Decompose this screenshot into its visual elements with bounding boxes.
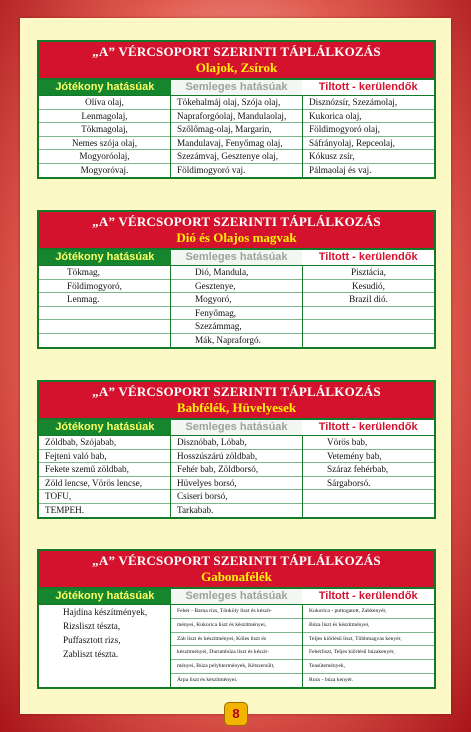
list-item: Csiseri borsó, <box>171 490 302 504</box>
empty-cell <box>303 320 434 334</box>
header-beneficial: Jótékony hatásúak <box>39 250 171 265</box>
section-dio <box>37 210 436 349</box>
column-neutral <box>171 605 303 687</box>
list-item: Teljes kiőrlésű liszt, Többmagvas kenyér, <box>303 633 434 647</box>
list-item: Zöldbab, Szójabab, <box>39 436 170 450</box>
empty-cell <box>39 320 170 334</box>
column-neutral <box>171 266 303 347</box>
list-item: Búza liszt és készítményei, <box>303 619 434 633</box>
section-title: „A” VÉRCSOPORT SZERINTI TÁPLÁLKOZÁS <box>92 214 381 229</box>
section-body <box>39 436 434 517</box>
list-item: Lenmagolaj, <box>39 110 170 124</box>
list-item: Száraz fehérbab, <box>303 463 434 477</box>
list-item: Brazil dió. <box>303 293 434 307</box>
section-body <box>39 266 434 347</box>
list-item: készítményei, Durumbúza liszt és készít- <box>171 646 302 660</box>
list-item: Szezámvaj, Gesztenye olaj, <box>171 150 302 164</box>
section-subtitle: Gabonafélék <box>201 569 272 584</box>
list-item: Rozs - búza kenyér. <box>309 676 354 683</box>
list-item: Mogyoróolaj, <box>39 150 170 164</box>
column-headers <box>39 80 434 96</box>
column-avoid <box>303 96 434 177</box>
list-item: Mogyoró, <box>171 293 302 307</box>
list-item: Zöld lencse, Vörös lencse, <box>39 477 170 491</box>
column-avoid <box>303 605 434 687</box>
column-neutral <box>171 96 303 177</box>
list-item: Sáfrányolaj, Repceolaj, <box>303 137 434 151</box>
list-item: Gesztenye, <box>171 280 302 294</box>
list-item: ményei, Búza pelyhtermények, Kétszersült, <box>171 660 302 674</box>
list-item: Zab liszt és készítményei, Köles liszt és <box>171 633 302 647</box>
list-item: Kesudió, <box>303 280 434 294</box>
list-item: Pálmaolaj és vaj. <box>309 164 372 175</box>
list-item: Zabliszt tészta. <box>63 649 119 659</box>
list-item: Dió, Mandula, <box>171 266 302 280</box>
list-item: Kukorica - puttogatott, Zabkenyér, <box>303 605 434 619</box>
section-subtitle: Babfélék, Hüvelyesek <box>176 400 297 415</box>
empty-cell <box>303 307 434 321</box>
column-beneficial <box>39 96 171 177</box>
list-item: TEMPEH. <box>45 504 85 515</box>
header-avoid: Tiltott - kerülendők <box>318 251 418 263</box>
list-item: Olíva olaj, <box>39 96 170 110</box>
header-beneficial: Jótékony hatásúak <box>39 80 171 95</box>
list-item: Teasütemények, <box>303 660 434 674</box>
header-neutral: Semleges hatásúak <box>171 250 303 265</box>
list-item: Napraforgóolaj, Mandulaolaj, <box>171 110 302 124</box>
list-item: Disznózsír, Szezámolaj, <box>303 96 434 110</box>
header-avoid: Tiltott - kerülendők <box>318 81 418 93</box>
header-neutral: Semleges hatásúak <box>171 420 303 435</box>
column-headers <box>39 589 434 605</box>
column-beneficial <box>39 266 171 347</box>
list-item: Földimogyoró vaj. <box>177 164 246 175</box>
list-item: Földimogyoró, <box>39 280 170 294</box>
section-banner <box>39 382 434 420</box>
list-item: Fehérliszt, Teljes kiőrlésű búzakenyér, <box>303 646 434 660</box>
list-item: Tökmag, <box>39 266 170 280</box>
section-banner <box>39 42 434 80</box>
header-avoid: Tiltott - kerülendők <box>318 421 418 433</box>
list-item: Vetemény bab, <box>303 450 434 464</box>
list-item: Puffasztott rizs, <box>63 635 121 645</box>
column-neutral <box>171 436 303 517</box>
empty-cell <box>303 334 434 347</box>
list-item: Fehér - Barna rizs, Tönköly liszt és készít- <box>171 605 302 619</box>
column-headers <box>39 420 434 436</box>
list-item: Kukorica olaj, <box>303 110 434 124</box>
section-banner <box>39 551 434 589</box>
column-beneficial <box>39 605 171 687</box>
list-item: Vörös bab, <box>303 436 434 450</box>
section-title: „A” VÉRCSOPORT SZERINTI TÁPLÁLKOZÁS <box>92 44 381 59</box>
empty-cell <box>303 490 434 504</box>
column-avoid <box>303 436 434 517</box>
list-item: Mandulavaj, Fenyőmag olaj, <box>171 137 302 151</box>
header-beneficial: Jótékony hatásúak <box>39 420 171 435</box>
page-number-badge: 8 <box>224 702 248 726</box>
section-subtitle: Dió és Olajos magvak <box>176 230 297 245</box>
list-item: Disznóbab, Lóbab, <box>171 436 302 450</box>
page <box>20 18 451 714</box>
list-item: Rizsliszt tészta, <box>63 621 121 631</box>
section-body <box>39 605 434 687</box>
header-avoid: Tiltott - kerülendők <box>318 590 418 602</box>
column-beneficial <box>39 436 171 517</box>
section-gabonafelek <box>37 549 436 689</box>
list-item: Sárgaborsó. <box>303 477 434 491</box>
empty-cell <box>39 334 170 347</box>
section-subtitle: Olajok, Zsírok <box>195 60 278 75</box>
section-title: „A” VÉRCSOPORT SZERINTI TÁPLÁLKOZÁS <box>92 553 381 568</box>
list-item: Tökmagolaj, <box>39 123 170 137</box>
column-avoid <box>303 266 434 347</box>
list-item: Szőlőmag-olaj, Margarin, <box>171 123 302 137</box>
list-item: Kókusz zsír, <box>303 150 434 164</box>
section-babfelek <box>37 380 436 519</box>
header-neutral: Semleges hatásúak <box>171 589 303 604</box>
column-headers <box>39 250 434 266</box>
section-body <box>39 96 434 177</box>
list-item: Árpa liszt és készítményei. <box>177 676 238 683</box>
list-item: Hajdina készítmények, <box>63 607 148 617</box>
list-item: Szezámmag, <box>171 320 302 334</box>
empty-cell <box>39 307 170 321</box>
header-neutral: Semleges hatásúak <box>171 80 303 95</box>
list-item: Fejteni való bab, <box>39 450 170 464</box>
list-item: Nemes szója olaj, <box>39 137 170 151</box>
list-item: Lenmag. <box>39 293 170 307</box>
list-item: Fekete szemű zöldbab, <box>39 463 170 477</box>
list-item: ményei, Kukorica liszt és készítményei, <box>171 619 302 633</box>
list-item: Tarkabab. <box>177 504 214 515</box>
list-item: Hüvelyes borsó, <box>171 477 302 491</box>
list-item: Mák, Napraforgó. <box>195 334 261 345</box>
section-olajok <box>37 40 436 179</box>
list-item: Mogyoróvaj. <box>80 164 129 175</box>
section-title: „A” VÉRCSOPORT SZERINTI TÁPLÁLKOZÁS <box>92 384 381 399</box>
list-item: Hosszúszárú zöldbab, <box>171 450 302 464</box>
list-item: TOFU, <box>39 490 170 504</box>
list-item: Pisztácia, <box>303 266 434 280</box>
list-item: Fehér bab, Zöldborsó, <box>171 463 302 477</box>
section-banner <box>39 212 434 250</box>
empty-cell <box>303 504 434 517</box>
list-item: Fenyőmag, <box>171 307 302 321</box>
list-item: Tökehalmáj olaj, Szója olaj, <box>171 96 302 110</box>
header-beneficial: Jótékony hatásúak <box>39 589 171 604</box>
list-item: Földimogyoró olaj, <box>303 123 434 137</box>
